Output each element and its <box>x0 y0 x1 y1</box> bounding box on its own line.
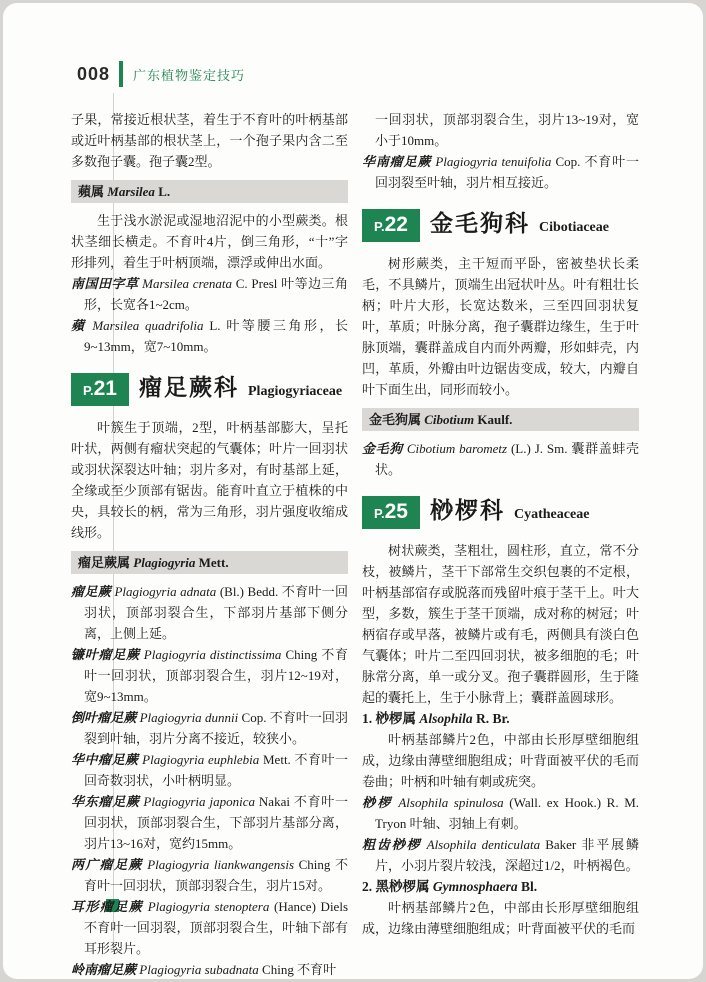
left-column <box>71 109 348 979</box>
genus-author: Kaulf. <box>477 412 513 427</box>
family-badge-prefix: P. <box>83 383 94 398</box>
species-name-cn: 耳形瘤足蕨 <box>71 899 144 914</box>
species-description: 不育叶一回羽状，顶部羽裂合生，羽片12~19对，宽9~13mm。 <box>84 647 349 704</box>
species-entry <box>362 834 639 876</box>
species-name-latin: Marsilea crenata <box>142 276 233 291</box>
species-name-latin: Cibotium barometz <box>406 441 508 456</box>
species-description: 不育叶一回奇数羽状，小叶柄明显。 <box>84 752 348 788</box>
species-description: 叶轴、羽轴上有刺。 <box>409 816 527 831</box>
species-name-cn: 金毛狗 <box>362 441 403 456</box>
species-entry <box>362 151 639 193</box>
two-column-layout <box>71 109 639 979</box>
genus-name-cn: 桫椤属 <box>375 711 416 726</box>
family-name-latin: Cibotiaceae <box>539 220 609 235</box>
species-name-cn: 桫椤 <box>362 795 393 810</box>
species-name-cn: 华中瘤足蕨 <box>71 752 139 767</box>
species-entry <box>71 749 348 791</box>
continued-species-text: 一回羽状，顶部羽裂合生，羽片13~19对，宽小于10mm。 <box>375 112 639 148</box>
family-names <box>430 213 609 238</box>
species-name-latin: Marsilea quadrifolia <box>92 318 204 333</box>
species-entry <box>362 438 639 480</box>
family-name-cn: 瘤足蕨科 <box>139 375 239 400</box>
genus-name-latin: Plagiogyria <box>133 555 196 570</box>
family-badge-number: 21 <box>93 377 117 400</box>
species-name-latin: Plagiogyria euphlebia <box>142 752 260 767</box>
species-author: Nakai <box>258 794 290 809</box>
species-description: 不育叶 <box>297 962 337 977</box>
family-number-badge <box>71 373 129 406</box>
species-author: (L.) J. Sm. <box>510 441 568 456</box>
species-author: Cop. <box>555 154 581 169</box>
species-name-cn: 瘤足蕨 <box>71 584 111 599</box>
genus-description: 叶柄基部鳞片2色，中部由长形厚壁细胞组成，边缘由薄壁细胞组成；叶背面被平伏的毛而卷曲；叶柄和叶轴有刺或疣突。 <box>362 732 639 789</box>
species-name-latin: Plagiogyria adnata <box>114 584 217 599</box>
species-name-latin: Plagiogyria japonica <box>143 794 255 809</box>
family-description: 叶簇生于顶端，2型，叶柄基部膨大，呈托叶状，两侧有瘤状突起的气囊体；叶片一回羽状或羽状深裂达叶轴；羽片多对，有时基部上延，全缘或至少顶部有锯齿。能育叶直立于植株的中央，具较长的柄，常为三角形，羽片强度收缩成线形。 <box>71 420 348 540</box>
family-badge-number: 25 <box>384 500 408 523</box>
species-author: (Wall. ex Hook.) R. M. Tryon <box>375 795 640 831</box>
species-author: (Bl.) Bedd. <box>219 584 279 599</box>
species-entry <box>71 315 348 357</box>
species-author: Ching <box>285 647 318 662</box>
family-description: 树状蕨类，茎粗壮，圆柱形，直立，常不分枝，被鳞片，茎干下部常生交织包裹的不定根，叶柄基部宿存或脱落而残留叶痕于茎干上。叶大型，多数，簇生于茎干顶端，成对称的树冠；叶柄宿存或早落，被鳞片或有毛，两侧具有淡白色气囊体；叶片二至四回羽状，被多细胞的毛；叶脉常分离，单一或分叉。孢子囊群圆形，生于隆起的囊托上，生于小脉背上；囊群盖圆球形。 <box>362 543 639 705</box>
family-badge-number: 22 <box>384 213 408 236</box>
family-name-cn: 桫椤科 <box>430 498 505 523</box>
genus-author: Bl. <box>521 879 538 894</box>
genus-name-cn: 金毛狗属 <box>369 412 422 427</box>
family-number-badge <box>362 209 420 242</box>
species-author: Ching <box>298 857 331 872</box>
species-name-latin: Plagiogyria tenuifolia <box>435 154 552 169</box>
genus-name-cn: 蘋属 <box>78 184 105 199</box>
species-description: 囊群盖蚌壳状。 <box>375 441 640 477</box>
species-name-cn: 华南瘤足蕨 <box>362 154 432 169</box>
family-description: 树形蕨类，主干短而平卧，密被垫状长柔毛，不具鳞片，顶端生出冠状叶丛。叶有粗壮长柄；叶片大形，长宽达数米，三至四回羽状复叶，革质；叶脉分离，孢子囊群边缘生，生于叶脉顶端，囊群盖成自内而外两瓣，形如蚌壳，内凹，革质，外瓣由叶边锯齿变成，较大，内瓣自叶下面生出，同形而较小。 <box>362 256 639 397</box>
family-badge-prefix: P. <box>374 506 385 521</box>
family-names <box>430 500 589 525</box>
species-entry <box>71 854 348 896</box>
species-entry <box>362 792 639 834</box>
genus-name-latin: Alsophila <box>419 711 473 726</box>
book-page <box>3 3 703 979</box>
family-section-p21 <box>71 373 348 406</box>
family-section-p25 <box>362 496 639 529</box>
species-entry <box>71 707 348 749</box>
species-author: Baker <box>545 837 577 852</box>
species-entry <box>71 644 348 707</box>
genus-description: 生于浅水淤泥或湿地沼泥中的小型蕨类。根状茎细长横走。不育叶4片，倒三角形，“十”字形排列，着生于叶柄顶端，漂浮或伸出水面。 <box>71 213 348 270</box>
genus-header-plagiogyria <box>71 551 348 574</box>
species-author: Cop. <box>241 710 267 725</box>
family-name-latin: Plagiogyriaceae <box>248 384 343 399</box>
family-names <box>139 377 342 402</box>
genus-author: R. Br. <box>476 711 510 726</box>
family-badge-prefix: P. <box>374 219 385 234</box>
genus-name-latin: Gymnosphaera <box>432 879 518 894</box>
species-author: (Hance) Diels <box>274 899 349 914</box>
species-name-latin: Plagiogyria distinctissima <box>143 647 282 662</box>
species-name-cn: 华东瘤足蕨 <box>71 794 140 809</box>
genus-name-latin: Cibotium <box>424 412 475 427</box>
genus-number: 2. <box>362 879 373 894</box>
species-name-cn: 倒叶瘤足蕨 <box>71 710 137 725</box>
family-section-p22 <box>362 209 639 242</box>
species-name-cn: 粗齿桫椤 <box>362 837 422 852</box>
genus-name-latin: Marsilea <box>107 184 155 199</box>
species-name-latin: Plagiogyria liankwangensis <box>147 857 295 872</box>
species-description: 叶等边三角形，长宽各1~2cm。 <box>84 276 349 312</box>
species-entry <box>71 581 348 644</box>
species-name-cn: 两广瘤足蕨 <box>71 857 143 872</box>
species-description: 不育叶一回羽状，顶部羽裂合生，羽片15对。 <box>84 857 348 893</box>
species-name-latin: Alsophila denticulata <box>426 837 541 852</box>
genus-number: 1. <box>362 711 373 726</box>
species-name-cn: 蘋 <box>71 318 87 333</box>
family-name-cn: 金毛狗科 <box>430 211 530 236</box>
page-header <box>77 59 245 89</box>
species-name-cn: 镰叶瘤足蕨 <box>71 647 140 662</box>
family-number-badge <box>362 496 420 529</box>
genus-author: Mett. <box>198 555 229 570</box>
genus-author: L. <box>158 184 171 199</box>
species-entry <box>71 791 348 854</box>
species-name-latin: Plagiogyria dunnii <box>139 710 239 725</box>
right-column <box>362 109 639 979</box>
species-description: 不育叶一回羽状，顶部羽裂合生，下部羽片基部下侧分离，上侧上延。 <box>84 584 349 641</box>
species-description: 非平展鳞片，小羽片裂片较浅，深超过1/2，叶柄褐色。 <box>375 837 639 873</box>
species-entry <box>71 273 348 315</box>
species-description: 不育叶一回羽裂，顶部羽裂合生，叶轴下部有耳形裂片。 <box>84 920 348 956</box>
species-name-latin: Plagiogyria stenoptera <box>147 899 270 914</box>
numbered-genus-header <box>362 876 639 897</box>
header-divider-bar <box>119 61 123 87</box>
species-author: C. Presl <box>235 276 278 291</box>
page-number: 008 <box>77 63 111 84</box>
genus-name-cn: 瘤足蕨属 <box>78 555 131 570</box>
species-name-cn: 南国田字草 <box>71 276 139 291</box>
species-name-latin: Plagiogyria subadnata <box>139 962 259 977</box>
genus-description: 叶柄基部鳞片2色，中部由长形厚壁细胞组成，边缘由薄壁细胞组成；叶背面被平伏的毛而 <box>362 900 639 936</box>
species-description: 不育叶一回羽裂到叶轴，羽片分离不接近，较狭小。 <box>84 710 349 746</box>
numbered-genus-header <box>362 708 639 729</box>
species-entry <box>71 959 348 979</box>
family-name-latin: Cyatheaceae <box>514 507 590 522</box>
species-author: Ching <box>262 962 294 977</box>
species-description: 不育叶一回羽裂至叶轴，羽片相互接近。 <box>375 154 639 190</box>
species-author: Mett. <box>263 752 291 767</box>
genus-name-cn: 黑桫椤属 <box>375 879 430 894</box>
species-name-cn: 岭南瘤足蕨 <box>71 962 137 977</box>
species-entry <box>71 896 348 959</box>
species-author: L. <box>209 318 221 333</box>
species-description: 叶等腰三角形，长9~13mm，宽7~10mm。 <box>84 318 348 354</box>
species-description: 不育叶一回羽状，顶部羽裂合生，下部羽片基部分离，羽片13~16对，宽约15mm。 <box>84 794 349 851</box>
continued-paragraph: 子果，常接近根状茎，着生于不育叶的叶柄基部或近叶柄基部的根状茎上，一个孢子果内含二至多数孢子囊。孢子囊2型。 <box>71 112 348 169</box>
genus-header-marsilea <box>71 180 348 203</box>
genus-header-cibotium <box>362 408 639 431</box>
species-name-latin: Alsophila spinulosa <box>398 795 504 810</box>
book-title: 广东植物鉴定技巧 <box>133 67 246 83</box>
